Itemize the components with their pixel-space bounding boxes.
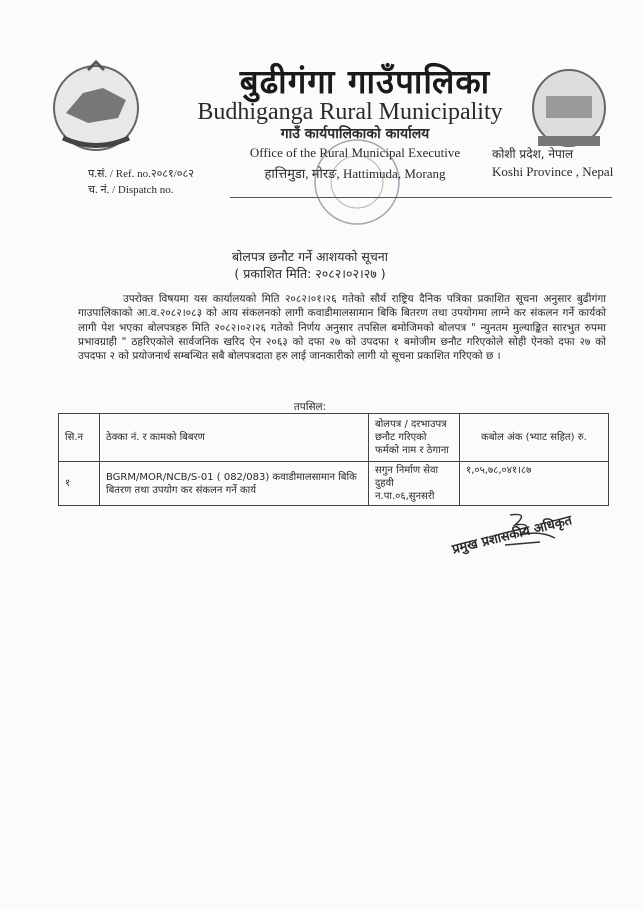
office-address: हात्तिमुडा, मोरङ, Hattimuda, Morang [264,166,446,181]
province-english: Koshi Province , Nepal [492,164,614,179]
office-stamp [310,135,405,230]
province-nepali: कोशी प्रदेश, नेपाल [492,147,574,161]
selected-bidder-table [58,413,609,506]
header-serial: सि.न [59,414,100,462]
signatory-title: प्रमुख प्रशासकीय अधिकृत [450,513,574,558]
header-divider [230,197,612,198]
header-firm: बोलपत्र / दरभाउपत्र छनौट गरिएको फर्मको नाम र ठेगाना [369,414,460,462]
notice-body: उपरोक्त विषयमा यस कार्यालयको मिति २०८२।०१।२६ गतेको सौर्य राष्ट्रिय दैनिक पत्रिका प्रकाशित सूचना अनुसार बुढीगंगा गाउपालिकाको आ.व.२०८२।०८३ को आय संकलनको लागी कवाडीमालसामान बिकि बितरण तथा उपयोगमा लाग्ने कर संकलन गर्ने कार्यको लागी पेश भएका बोलपत्रहरु मिति २०८२।०२।२६ गतेको निर्णय अनुसार तपसिल बमोजिमको बोलपत्र " न्युनतम मुल्याङ्कित सारभुत रुपमा प्रभावग्राही " ठहरिएकोले सार्वजनिक खरिद ऐन २०६३ को दफा २७ को उपदफा १ बमोजीम छनौट गरिएकोले सोही ऐनको दफा २७ को उपदफा २ को प्रयोजनार्थ सम्बन्धित सबै बोलपत्रदाता हरु लाई जानकारीको लागी यो सूचना प्रकाशित गरिएको छ । [78,293,606,363]
office-name-nepali: गाउँ कार्यपालिकाको कार्यालय [280,126,430,142]
cell-firm: सगुन निर्माण सेवा दुहवी न.पा.०६,सुनसरी [369,462,460,506]
cell-amount: १,०५,७८,०४१।८७ [460,462,609,506]
office-name-english: Office of the Rural Municipal Executive [249,145,461,160]
cell-contract: BGRM/MOR/NCB/S-01 ( 082/083) कवाडीमालसामान बिकि बितरण तथा उपयोग कर संकलन गर्ने कार्य [100,462,369,506]
cell-serial: १ [59,462,100,506]
publish-date: ( प्रकाशित मिति: २०८२।०२।२७ ) [234,266,386,281]
notice-heading [150,248,470,282]
details-label: तपसिल: [293,401,327,413]
dispatch-number: च. नं. / Dispatch no. [88,184,174,196]
header-contract: ठेक्का नं. र कामको बिबरण [100,414,369,462]
municipality-name-nepali: बुढीगंगा गाउँपालिका [239,62,491,101]
notice-title: बोलपत्र छनौट गर्ने आशयको सूचना [232,249,388,264]
nepal-government-emblem [48,58,144,154]
municipality-logo [528,66,610,154]
reference-number: प.सं. / Ref. no.२०८१/०८२ [88,168,194,180]
signature-block [450,510,620,580]
header-amount: कबोल अंक (भ्याट सहित) रु. [460,414,609,462]
municipality-name-english: Budhiganga Rural Municipality [197,99,503,125]
table-row [59,462,609,506]
table-header-row [59,414,609,462]
